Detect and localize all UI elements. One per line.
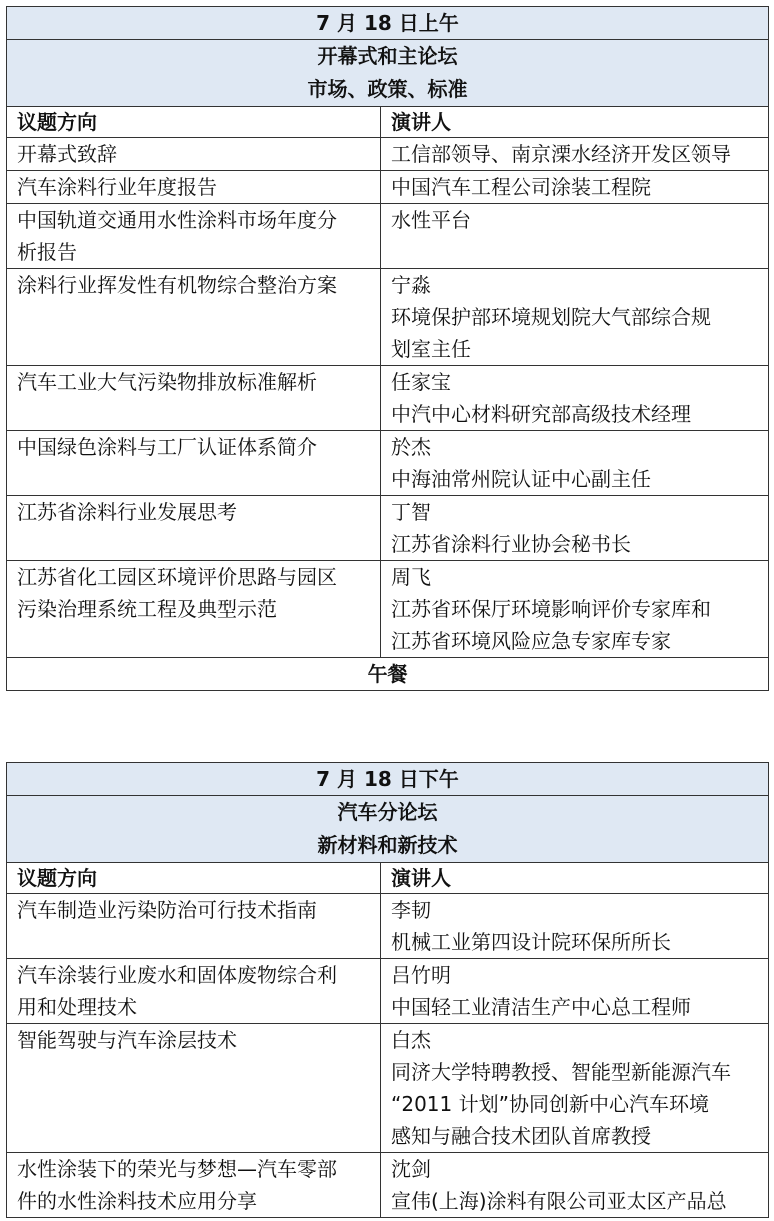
session-subtitle: 新材料和新技术	[317, 833, 458, 857]
session-header	[7, 40, 769, 107]
speaker-cell	[381, 269, 769, 366]
speaker-title-line: 环境保护部环境规划院大气部综合规	[391, 305, 711, 329]
table-row	[7, 171, 769, 204]
topic-cell	[7, 561, 381, 658]
speaker-name: 水性平台	[391, 208, 471, 232]
speaker-title-line: 同济大学特聘教授、智能型新能源汽车	[391, 1060, 731, 1084]
speaker-title-line: 宣伟(上海)涂料有限公司亚太区产品总	[391, 1189, 727, 1213]
topic-cell	[7, 1153, 381, 1218]
speaker-title-line: “2011 计划”协同创新中心汽车环境	[391, 1092, 709, 1116]
speaker-cell	[381, 1153, 769, 1218]
speaker-title-line: 江苏省涂料行业协会秘书长	[391, 532, 631, 556]
topic-line: 析报告	[17, 240, 77, 264]
column-header-speaker: 演讲人	[381, 863, 769, 894]
session-title: 开幕式和主论坛	[317, 44, 458, 68]
topic-line: 开幕式致辞	[17, 142, 117, 166]
afternoon-rows	[7, 894, 769, 1218]
speaker-title-line: 中国轻工业清洁生产中心总工程师	[391, 995, 691, 1019]
lunch-label: 午餐	[7, 658, 769, 691]
speaker-cell	[381, 171, 769, 204]
speaker-title-line: 划室主任	[391, 337, 471, 361]
table-row	[7, 138, 769, 171]
topic-line: 件的水性涂料技术应用分享	[17, 1189, 257, 1213]
topic-cell	[7, 366, 381, 431]
morning-schedule-table	[6, 6, 769, 691]
speaker-cell	[381, 959, 769, 1024]
topic-cell	[7, 894, 381, 959]
speaker-cell	[381, 561, 769, 658]
speaker-name: 沈剑	[391, 1157, 431, 1181]
speaker-name: 吕竹明	[391, 963, 451, 987]
topic-cell	[7, 204, 381, 269]
topic-cell	[7, 496, 381, 561]
speaker-name: 丁智	[391, 500, 431, 524]
speaker-cell	[381, 894, 769, 959]
topic-line: 涂料行业挥发性有机物综合整治方案	[17, 273, 337, 297]
speaker-name: 於杰	[391, 435, 431, 459]
topic-line: 智能驾驶与汽车涂层技术	[17, 1028, 237, 1052]
speaker-title-line: 中汽中心材料研究部高级技术经理	[391, 402, 691, 426]
topic-line: 污染治理系统工程及典型示范	[17, 597, 277, 621]
topic-line: 汽车工业大气污染物排放标准解析	[17, 370, 317, 394]
speaker-title-line: 江苏省环境风险应急专家库专家	[391, 629, 671, 653]
session-header	[7, 796, 769, 863]
speaker-cell	[381, 204, 769, 269]
session-header-row	[7, 796, 769, 863]
speaker-name: 周飞	[391, 565, 431, 589]
speaker-cell	[381, 431, 769, 496]
speaker-name: 工信部领导、南京溧水经济开发区领导	[391, 142, 731, 166]
topic-cell	[7, 431, 381, 496]
lunch-row	[7, 658, 769, 691]
afternoon-schedule-table	[6, 762, 769, 1218]
speaker-title-line: 感知与融合技术团队首席教授	[391, 1124, 651, 1148]
date-header-row	[7, 7, 769, 40]
table-row	[7, 496, 769, 561]
speaker-cell	[381, 138, 769, 171]
table-row	[7, 561, 769, 658]
speaker-cell	[381, 496, 769, 561]
speaker-name: 宁淼	[391, 273, 431, 297]
topic-line: 水性涂装下的荣光与梦想—汽车零部	[17, 1157, 337, 1181]
table-row	[7, 959, 769, 1024]
speaker-name: 白杰	[391, 1028, 431, 1052]
date-header: 7 月 18 日下午	[7, 763, 769, 796]
topic-line: 中国绿色涂料与工厂认证体系简介	[17, 435, 317, 459]
column-header-row	[7, 863, 769, 894]
table-row	[7, 1024, 769, 1153]
column-header-speaker: 演讲人	[381, 107, 769, 138]
speaker-cell	[381, 366, 769, 431]
topic-cell	[7, 269, 381, 366]
topic-line: 中国轨道交通用水性涂料市场年度分	[17, 208, 337, 232]
speaker-title-line: 中海油常州院认证中心副主任	[391, 467, 651, 491]
speaker-name: 任家宝	[391, 370, 451, 394]
speaker-name: 李韧	[391, 898, 431, 922]
topic-cell	[7, 171, 381, 204]
topic-line: 汽车制造业污染防治可行技术指南	[17, 898, 317, 922]
topic-cell	[7, 1024, 381, 1153]
topic-line: 用和处理技术	[17, 995, 137, 1019]
speaker-name: 中国汽车工程公司涂装工程院	[391, 175, 651, 199]
session-subtitle: 市场、政策、标准	[307, 77, 468, 101]
table-row	[7, 894, 769, 959]
speaker-title-line: 机械工业第四设计院环保所所长	[391, 930, 671, 954]
topic-line: 江苏省涂料行业发展思考	[17, 500, 237, 524]
column-header-row	[7, 107, 769, 138]
speaker-title-line: 江苏省环保厅环境影响评价专家库和	[391, 597, 711, 621]
topic-cell	[7, 138, 381, 171]
session-title: 汽车分论坛	[337, 800, 438, 824]
table-row	[7, 204, 769, 269]
table-row	[7, 269, 769, 366]
column-header-topic: 议题方向	[7, 863, 381, 894]
table-row	[7, 366, 769, 431]
topic-line: 江苏省化工园区环境评价思路与园区	[17, 565, 337, 589]
date-header-row	[7, 763, 769, 796]
speaker-cell	[381, 1024, 769, 1153]
morning-rows	[7, 138, 769, 658]
topic-line: 汽车涂料行业年度报告	[17, 175, 217, 199]
table-row	[7, 1153, 769, 1218]
session-header-row	[7, 40, 769, 107]
date-header: 7 月 18 日上午	[7, 7, 769, 40]
column-header-topic: 议题方向	[7, 107, 381, 138]
topic-cell	[7, 959, 381, 1024]
topic-line: 汽车涂装行业废水和固体废物综合利	[17, 963, 337, 987]
table-row	[7, 431, 769, 496]
